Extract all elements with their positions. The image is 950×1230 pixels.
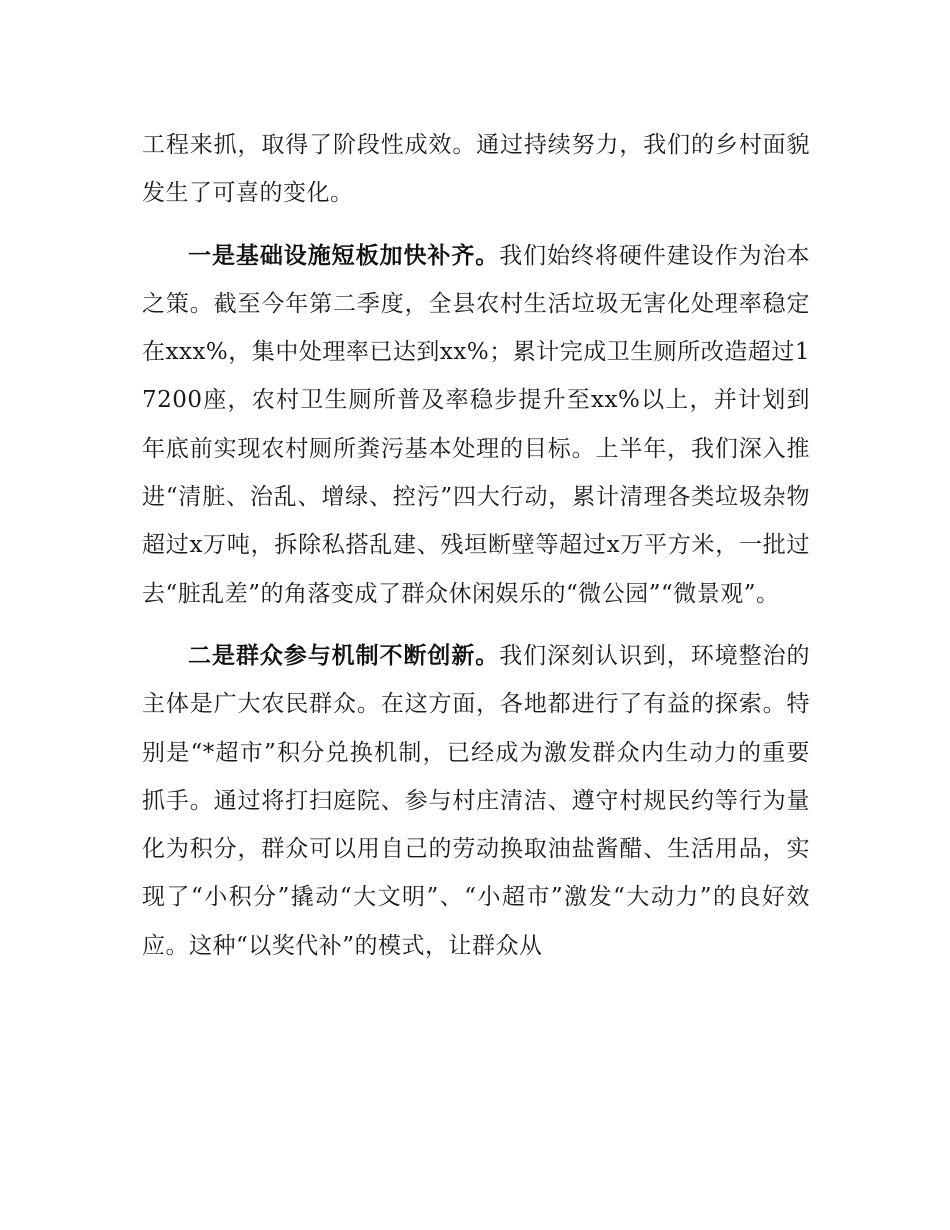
paragraph-lead-heading: 一是基础设施短板加快补齐。 <box>188 242 500 269</box>
paragraph-infrastructure <box>142 232 810 618</box>
paragraph-lead-heading: 二是群众参与机制不断创新。 <box>188 642 500 669</box>
paragraph-text: 我们始终将硬件建设作为治本之策。截至今年第二季度，全县农村生活垃圾无害化处理率稳定在xxx%，集中处理率已达到xx%；累计完成卫生厕所改造超过17200座，农村卫生厕所普及率稳步提升至xx%以上，并计划到年底前实现农村厕所粪污基本处理的目标。上半年，我们深入推进“清脏、治乱、增绿、控污”四大行动，累计清理各类垃圾杂物超过x万吨，拆除私搭乱建、残垣断壁等超过x万平方米，一批过去“脏乱差”的角落变成了群众休闲娱乐的“微公园”“微景观”。 <box>142 242 811 607</box>
paragraph-text: 工程来抓，取得了阶段性成效。通过持续努力，我们的乡村面貌发生了可喜的变化。 <box>142 132 810 207</box>
paragraph-continuation <box>142 121 810 218</box>
paragraph-participation <box>142 632 810 970</box>
document-body <box>142 121 810 970</box>
paragraph-text: 我们深刻认识到，环境整治的主体是广大农民群众。在这方面，各地都进行了有益的探索。特别是“*超市”积分兑换机制，已经成为激发群众内生动力的重要抓手。通过将打扫庭院、参与村庄清洁、遵守村规民约等行为量化为积分，群众可以用自己的劳动换取油盐酱醋、生活用品，实现了“小积分”撬动“大文明”、“小超市”激发“大动力”的良好效应。这种“以奖代补”的模式，让群众从 <box>142 642 811 959</box>
